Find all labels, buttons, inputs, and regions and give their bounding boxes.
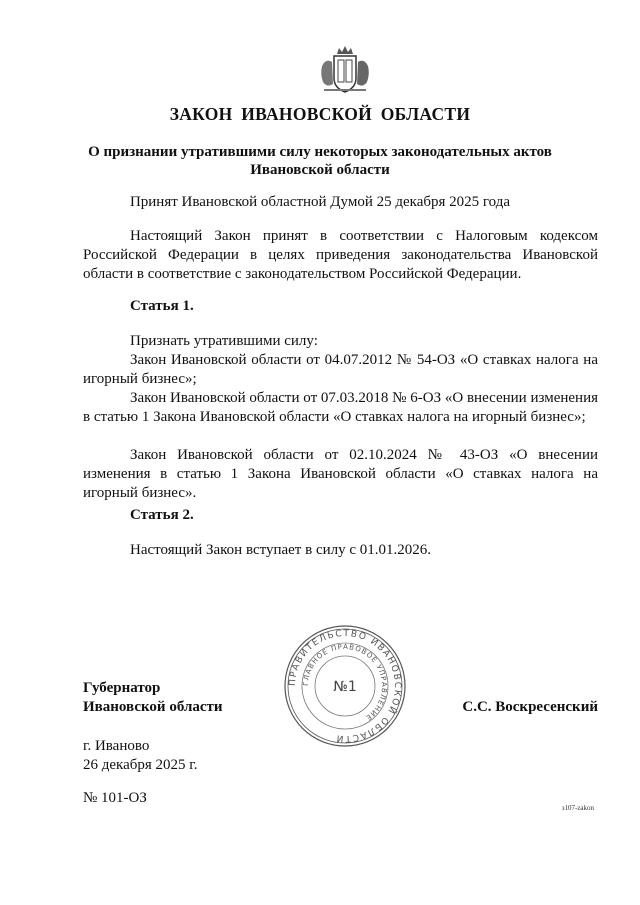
article-1-item: Закон Ивановской области от 07.03.2018 № 6-ОЗ «О внесении изменения в статью 1 Закона Ивановской области «О ставках налога на игорный бизнес»; [83,390,598,425]
law-title: ЗАКОН ИВАНОВСКОЙ ОБЛАСТИ [169,104,471,124]
stamp-inner-text: ГЛАВНОЕ ПРАВОВОЕ УПРАВЛЕНИЕ [301,642,389,723]
subtitle-line-1: О признании утратившими силу некоторых законодательных актов [88,144,552,160]
coat-of-arms-icon [318,44,372,100]
stamp-number: №1 [333,679,357,695]
adoption-line: Принят Ивановской областной Думой 25 декабря 2025 года [129,194,511,210]
article-1-heading: Статья 1. [130,298,194,314]
official-stamp [283,624,407,748]
city: г. Иваново [83,738,150,754]
article-1-intro: Признать утратившими силу: [130,333,318,349]
stamp-outer-text: ПРАВИТЕЛЬСТВО ИВАНОВСКОЙ ОБЛАСТИ [287,628,403,744]
position-line-2: Ивановской области [83,699,223,715]
law-number: № 101-ОЗ [83,790,147,806]
file-code: з107-zakon [561,804,594,812]
preamble: Настоящий Закон принят в соответствии с Налоговым кодексом Российской Федерации в целях приведения законодательства Ивановской области в соответствие с законодательством Российской Федерации. [83,228,598,282]
signatory-name: С.С. Воскресенский [462,699,598,715]
law-subtitle [0,143,640,179]
article-1-item: Закон Ивановской области от 04.07.2012 № 54-ОЗ «О ставках налога на игорный бизнес»; [83,352,598,387]
article-1-item: Закон Ивановской области от 02.10.2024 № 43-ОЗ «О внесении изменения в статью 1 Закона Ивановской области «О ставках налога на игорный бизнес». [83,447,598,501]
signing-date: 26 декабря 2025 г. [83,757,198,773]
position-line-1: Губернатор [83,680,161,696]
place-date [83,737,198,775]
signatory-position [83,679,223,717]
article-2-text: Настоящий Закон вступает в силу с 01.01.2026. [130,542,432,558]
article-2-heading: Статья 2. [130,507,194,523]
subtitle-line-2: Ивановской области [250,162,390,178]
